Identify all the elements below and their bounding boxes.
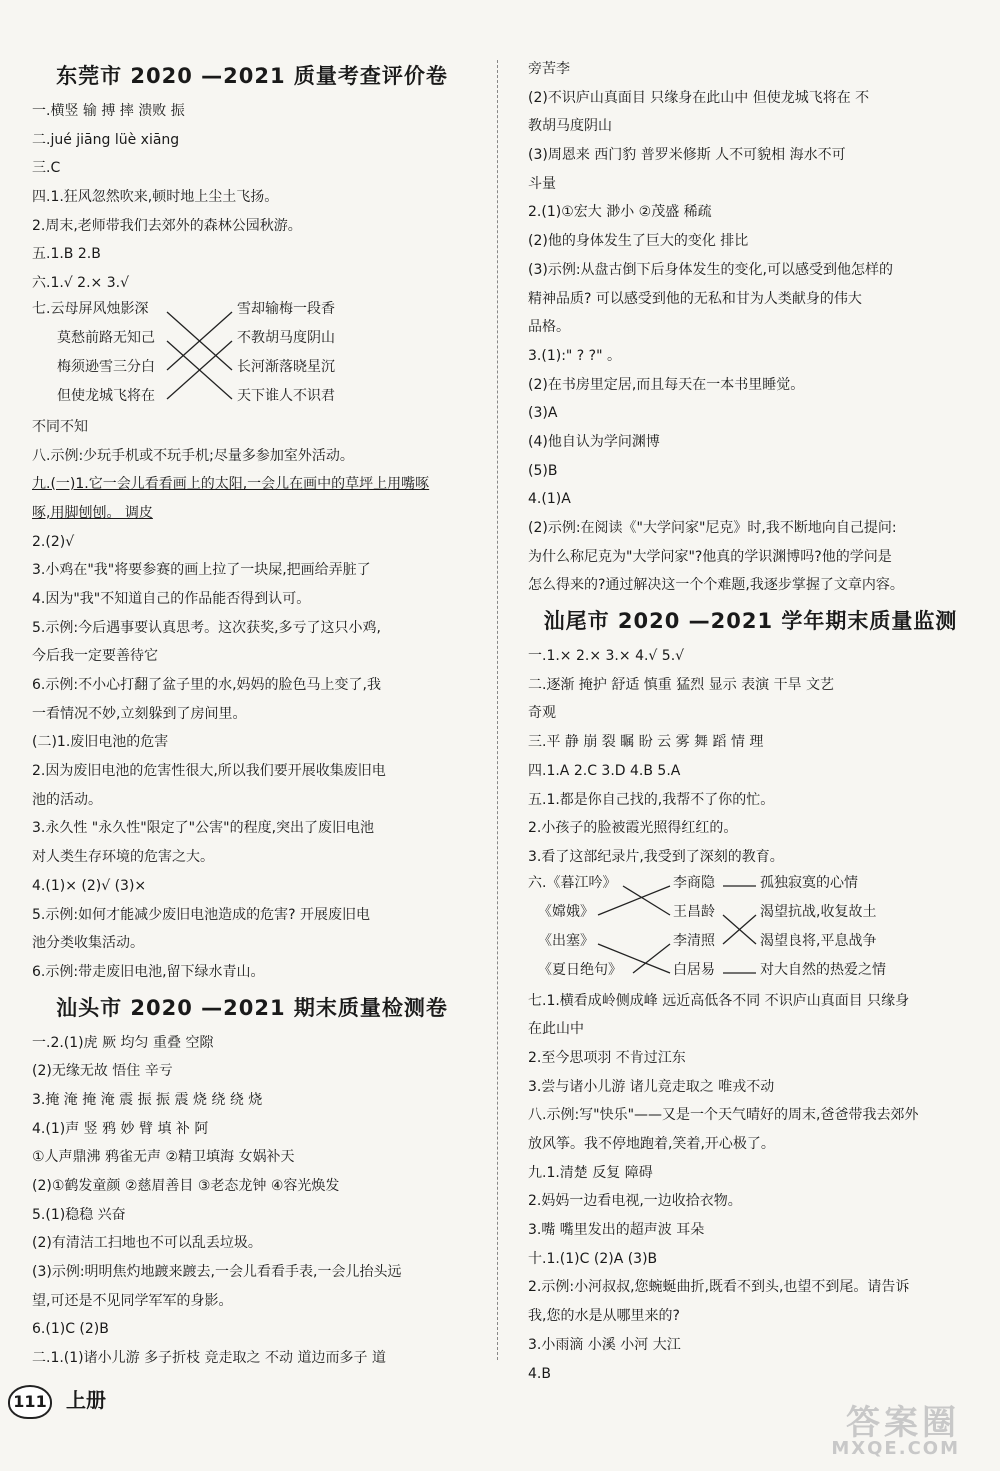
answer-line: 五.1.都是你自己找的,我帮不了你的忙。: [528, 791, 775, 808]
match-right-3: 长河渐落晓星沉: [237, 358, 335, 375]
answer-line: 精神品质? 可以感受到他的无私和甘为人类献身的伟大: [528, 290, 862, 307]
answer-line: (3)A: [528, 405, 558, 422]
answer-line: 望,可还是不见同学军军的身影。: [32, 1292, 233, 1309]
poet-2: 王昌龄: [673, 903, 715, 920]
match-right-2: 不教胡马度阴山: [237, 329, 335, 346]
match-right-4: 天下谁人不识君: [237, 387, 335, 404]
answer-line: (2)无缘无故 悟住 辛亏: [32, 1063, 173, 1080]
answer-line: 2.示例:小河叔叔,您蜿蜒曲折,既看不到头,也望不到尾。请告诉: [528, 1279, 910, 1296]
answer-line: (2)不识庐山真面目 只缘身在此山中 但使龙城飞将在 不: [528, 89, 870, 106]
answer-line: 放风筝。我不停地跑着,笑着,开心极了。: [528, 1136, 775, 1152]
answer-line: 6.(1)C (2)B: [32, 1321, 109, 1338]
section-title-shanwei: 汕尾市 2020 —2021 学年期末质量监测: [543, 609, 958, 634]
answer-line: 5.示例:今后遇事要认真思考。这次获奖,多亏了这只小鸡,: [32, 619, 381, 636]
answer-line: 6.示例:不小心打翻了盆子里的水,妈妈的脸色马上变了,我: [32, 677, 381, 693]
theme-3: 渴望良将,平息战争: [760, 932, 877, 949]
column-divider: [497, 60, 498, 1360]
poem-title-4: 《夏日绝句》: [538, 961, 622, 978]
match-right-1: 雪却输梅一段香: [237, 300, 335, 317]
answer-line: 八.示例:少玩手机或不玩手机;尽量多参加室外活动。: [32, 447, 354, 464]
shanwei-answers-b: [528, 987, 973, 1389]
watermark-logo: 答案圈: [846, 1403, 960, 1443]
right-column: [528, 55, 973, 1388]
answer-line: 3.嘴 嘴里发出的超声波 耳朵: [528, 1222, 705, 1239]
answer-line: 一.2.(1)虎 厥 均匀 重叠 空隙: [32, 1034, 214, 1051]
answer-line: 斗量: [528, 175, 556, 192]
shanwei-answers-a: [528, 642, 973, 872]
answer-line: 二.逐渐 掩护 舒适 慎重 猛烈 显示 表演 干旱 文艺: [528, 676, 835, 693]
match-left-2: 莫愁前路无知己: [57, 329, 155, 346]
dongguan-answers-a: [32, 97, 472, 298]
answer-line: 3.小雨滴 小溪 小河 大江: [528, 1336, 681, 1353]
poet-1: 李商隐: [673, 874, 715, 891]
answer-line: 3.(1):" ? ?" 。: [528, 347, 621, 364]
answer-line: ①人声鼎沸 鸦雀无声 ②精卫填海 女娲补天: [32, 1149, 295, 1166]
answer-line: 4.B: [528, 1365, 551, 1382]
answer-line: 五.1.B 2.B: [32, 246, 101, 263]
poem-title-3: 《出塞》: [538, 932, 594, 949]
answer-line: 2.因为废旧电池的危害性很大,所以我们要开展收集废旧电: [32, 763, 386, 780]
answer-line: 三.平 静 崩 裂 瞩 盼 云 雾 舞 蹈 情 理: [528, 734, 764, 751]
shantou-answers-continued: [528, 55, 973, 600]
answer-line: 不同不知: [32, 418, 88, 435]
answer-line: 2.(2)√: [32, 533, 75, 550]
section-title-shantou: 汕头市 2020 —2021 期末质量检测卷: [56, 995, 448, 1020]
watermark-url: MXQE.COM: [831, 1438, 960, 1459]
answer-line: 七.1.横看成岭侧成峰 远近高低各不同 不识庐山真面目 只缘身: [528, 992, 910, 1009]
answer-line: 5.(1)稳稳 兴奋: [32, 1206, 126, 1223]
answer-line: (3)周恩来 西门豹 普罗米修斯 人不可貌相 海水不可: [528, 147, 846, 164]
shanwei-matching: [528, 872, 973, 987]
theme-1: 孤独寂寞的心情: [760, 874, 858, 891]
match-left-3: 梅须逊雪三分白: [57, 358, 155, 375]
answer-line: 四.1.狂风忽然吹来,顿时地上尘土飞扬。: [32, 189, 279, 206]
poet-4: 白居易: [673, 961, 715, 978]
answer-line: 一.1.× 2.× 3.× 4.√ 5.√: [528, 648, 685, 665]
dongguan-matching: [32, 298, 472, 413]
answer-line: 一.横竖 输 搏 摔 溃败 振: [32, 103, 185, 119]
answer-line: 池的活动。: [32, 791, 102, 808]
answer-line: 2.妈妈一边看电视,一边收拾衣物。: [528, 1193, 742, 1210]
answer-line: 2.小孩子的脸被霞光照得红红的。: [528, 820, 738, 837]
theme-2: 渴望抗战,收复故土: [760, 903, 877, 920]
answer-line: 二.1.(1)诸小儿游 多子折枝 竞走取之 不动 道边而多子 道: [32, 1350, 386, 1367]
answer-line: 5.示例:如何才能减少废旧电池造成的危害? 开展废旧电: [32, 906, 370, 923]
answer-line: (5)B: [528, 462, 558, 479]
answer-line: 三.C: [32, 160, 61, 177]
answer-line: 3.看了这部纪录片,我受到了深刻的教育。: [528, 848, 784, 865]
answer-line: 4.(1)× (2)√ (3)×: [32, 877, 147, 894]
answer-line: 啄,用脚刨刨。 调皮: [32, 504, 153, 521]
page-number: 111: [8, 1385, 52, 1419]
left-column: [32, 55, 472, 1373]
answer-line: 4.因为"我"不知道自己的作品能否得到认可。: [32, 590, 311, 607]
answer-line: (2)有清洁工扫地也不可以乱丢垃圾。: [32, 1235, 262, 1252]
answer-line: 九.1.清楚 反复 障碍: [528, 1164, 653, 1181]
answer-line: 旁苦李: [528, 61, 570, 77]
answer-line: 九.(一)1.它一会儿看看画上的太阳,一会儿在画中的草坪上用嘴啄: [32, 476, 430, 493]
poem-title-1: 六.《暮江吟》: [528, 874, 617, 891]
answer-line: 3.尝与诸小儿游 诸儿竞走取之 唯戎不动: [528, 1078, 775, 1095]
answer-line: 为什么称尼克为"大学问家"?他真的学识渊博吗?他的学问是: [528, 548, 892, 565]
answer-line: 品格。: [528, 319, 570, 336]
answer-line: 3.永久性 "永久性"限定了"公害"的程度,突出了废旧电池: [32, 820, 375, 837]
poet-3: 李清照: [673, 932, 715, 949]
section-title-dongguan: 东莞市 2020 —2021 质量考查评价卷: [56, 64, 448, 88]
answer-line: (2)他的身体发生了巨大的变化 排比: [528, 233, 749, 250]
answer-line: 2.至今思项羽 不肯过江东: [528, 1049, 686, 1066]
page-footer: [8, 1380, 208, 1420]
answer-line: 2.周末,老师带我们去郊外的森林公园秋游。: [32, 217, 302, 234]
answer-line: 6.示例:带走废旧电池,留下绿水青山。: [32, 963, 265, 980]
answer-line: 4.(1)声 竖 鸦 妙 臂 填 补 阿: [32, 1120, 209, 1137]
match-left-4: 但使龙城飞将在: [57, 387, 155, 404]
answer-line: 3.小鸡在"我"将要参赛的画上拉了一块屎,把画给弄脏了: [32, 562, 371, 579]
dongguan-answers-b: [32, 413, 472, 987]
answer-line: (2)示例:在阅读《"大学问家"尼克》时,我不断地向自己提问:: [528, 520, 897, 536]
answer-line: 十.1.(1)C (2)A (3)B: [528, 1250, 658, 1267]
answer-line: (2)①鹤发童颜 ②慈眉善目 ③老态龙钟 ④容光焕发: [32, 1178, 340, 1194]
answer-line: 2.(1)①宏大 渺小 ②茂盛 稀疏: [528, 204, 712, 221]
match-left-1: 七.云母屏风烛影深: [32, 300, 149, 317]
answer-line: 奇观: [528, 705, 556, 722]
answer-line: 四.1.A 2.C 3.D 4.B 5.A: [528, 762, 681, 779]
answer-line: (4)他自认为学问渊博: [528, 433, 660, 450]
answer-line: 3.掩 淹 掩 淹 震 振 振 震 烧 绕 绕 烧: [32, 1091, 263, 1108]
answer-line: 六.1.√ 2.× 3.√: [32, 275, 129, 292]
answer-line: 教胡马度阴山: [528, 118, 612, 135]
answer-line: 二.jué jiāng lüè xiāng: [32, 131, 180, 148]
answer-line: 我,您的水是从哪里来的?: [528, 1308, 680, 1325]
answer-line: (二)1.废旧电池的危害: [32, 734, 169, 751]
answer-line: 怎么得来的?通过解决这一个个难题,我逐步掌握了文章内容。: [528, 577, 904, 594]
answer-line: (2)在书房里定居,而且每天在一本书里睡觉。: [528, 376, 805, 393]
answer-line: 一看情况不妙,立刻躲到了房间里。: [32, 705, 247, 722]
poem-title-2: 《嫦娥》: [538, 903, 594, 920]
answer-line: 对人类生存环境的危害之大。: [32, 849, 214, 866]
answer-line: (3)示例:明明焦灼地踱来踱去,一会儿看看手表,一会儿抬头远: [32, 1264, 402, 1281]
theme-4: 对大自然的热爱之情: [760, 961, 886, 978]
volume-label: 上册: [66, 1388, 106, 1412]
answer-line: 池分类收集活动。: [32, 935, 144, 952]
answer-line: 4.(1)A: [528, 491, 571, 508]
shantou-answers: [32, 1029, 472, 1373]
answer-line: (3)示例:从盘古倒下后身体发生的变化,可以感受到他怎样的: [528, 261, 893, 278]
answer-line: 今后我一定要善待它: [32, 648, 158, 665]
answer-line: 在此山中: [528, 1021, 584, 1038]
answer-line: 八.示例:写"快乐"——又是一个天气晴好的周末,爸爸带我去郊外: [528, 1107, 919, 1124]
